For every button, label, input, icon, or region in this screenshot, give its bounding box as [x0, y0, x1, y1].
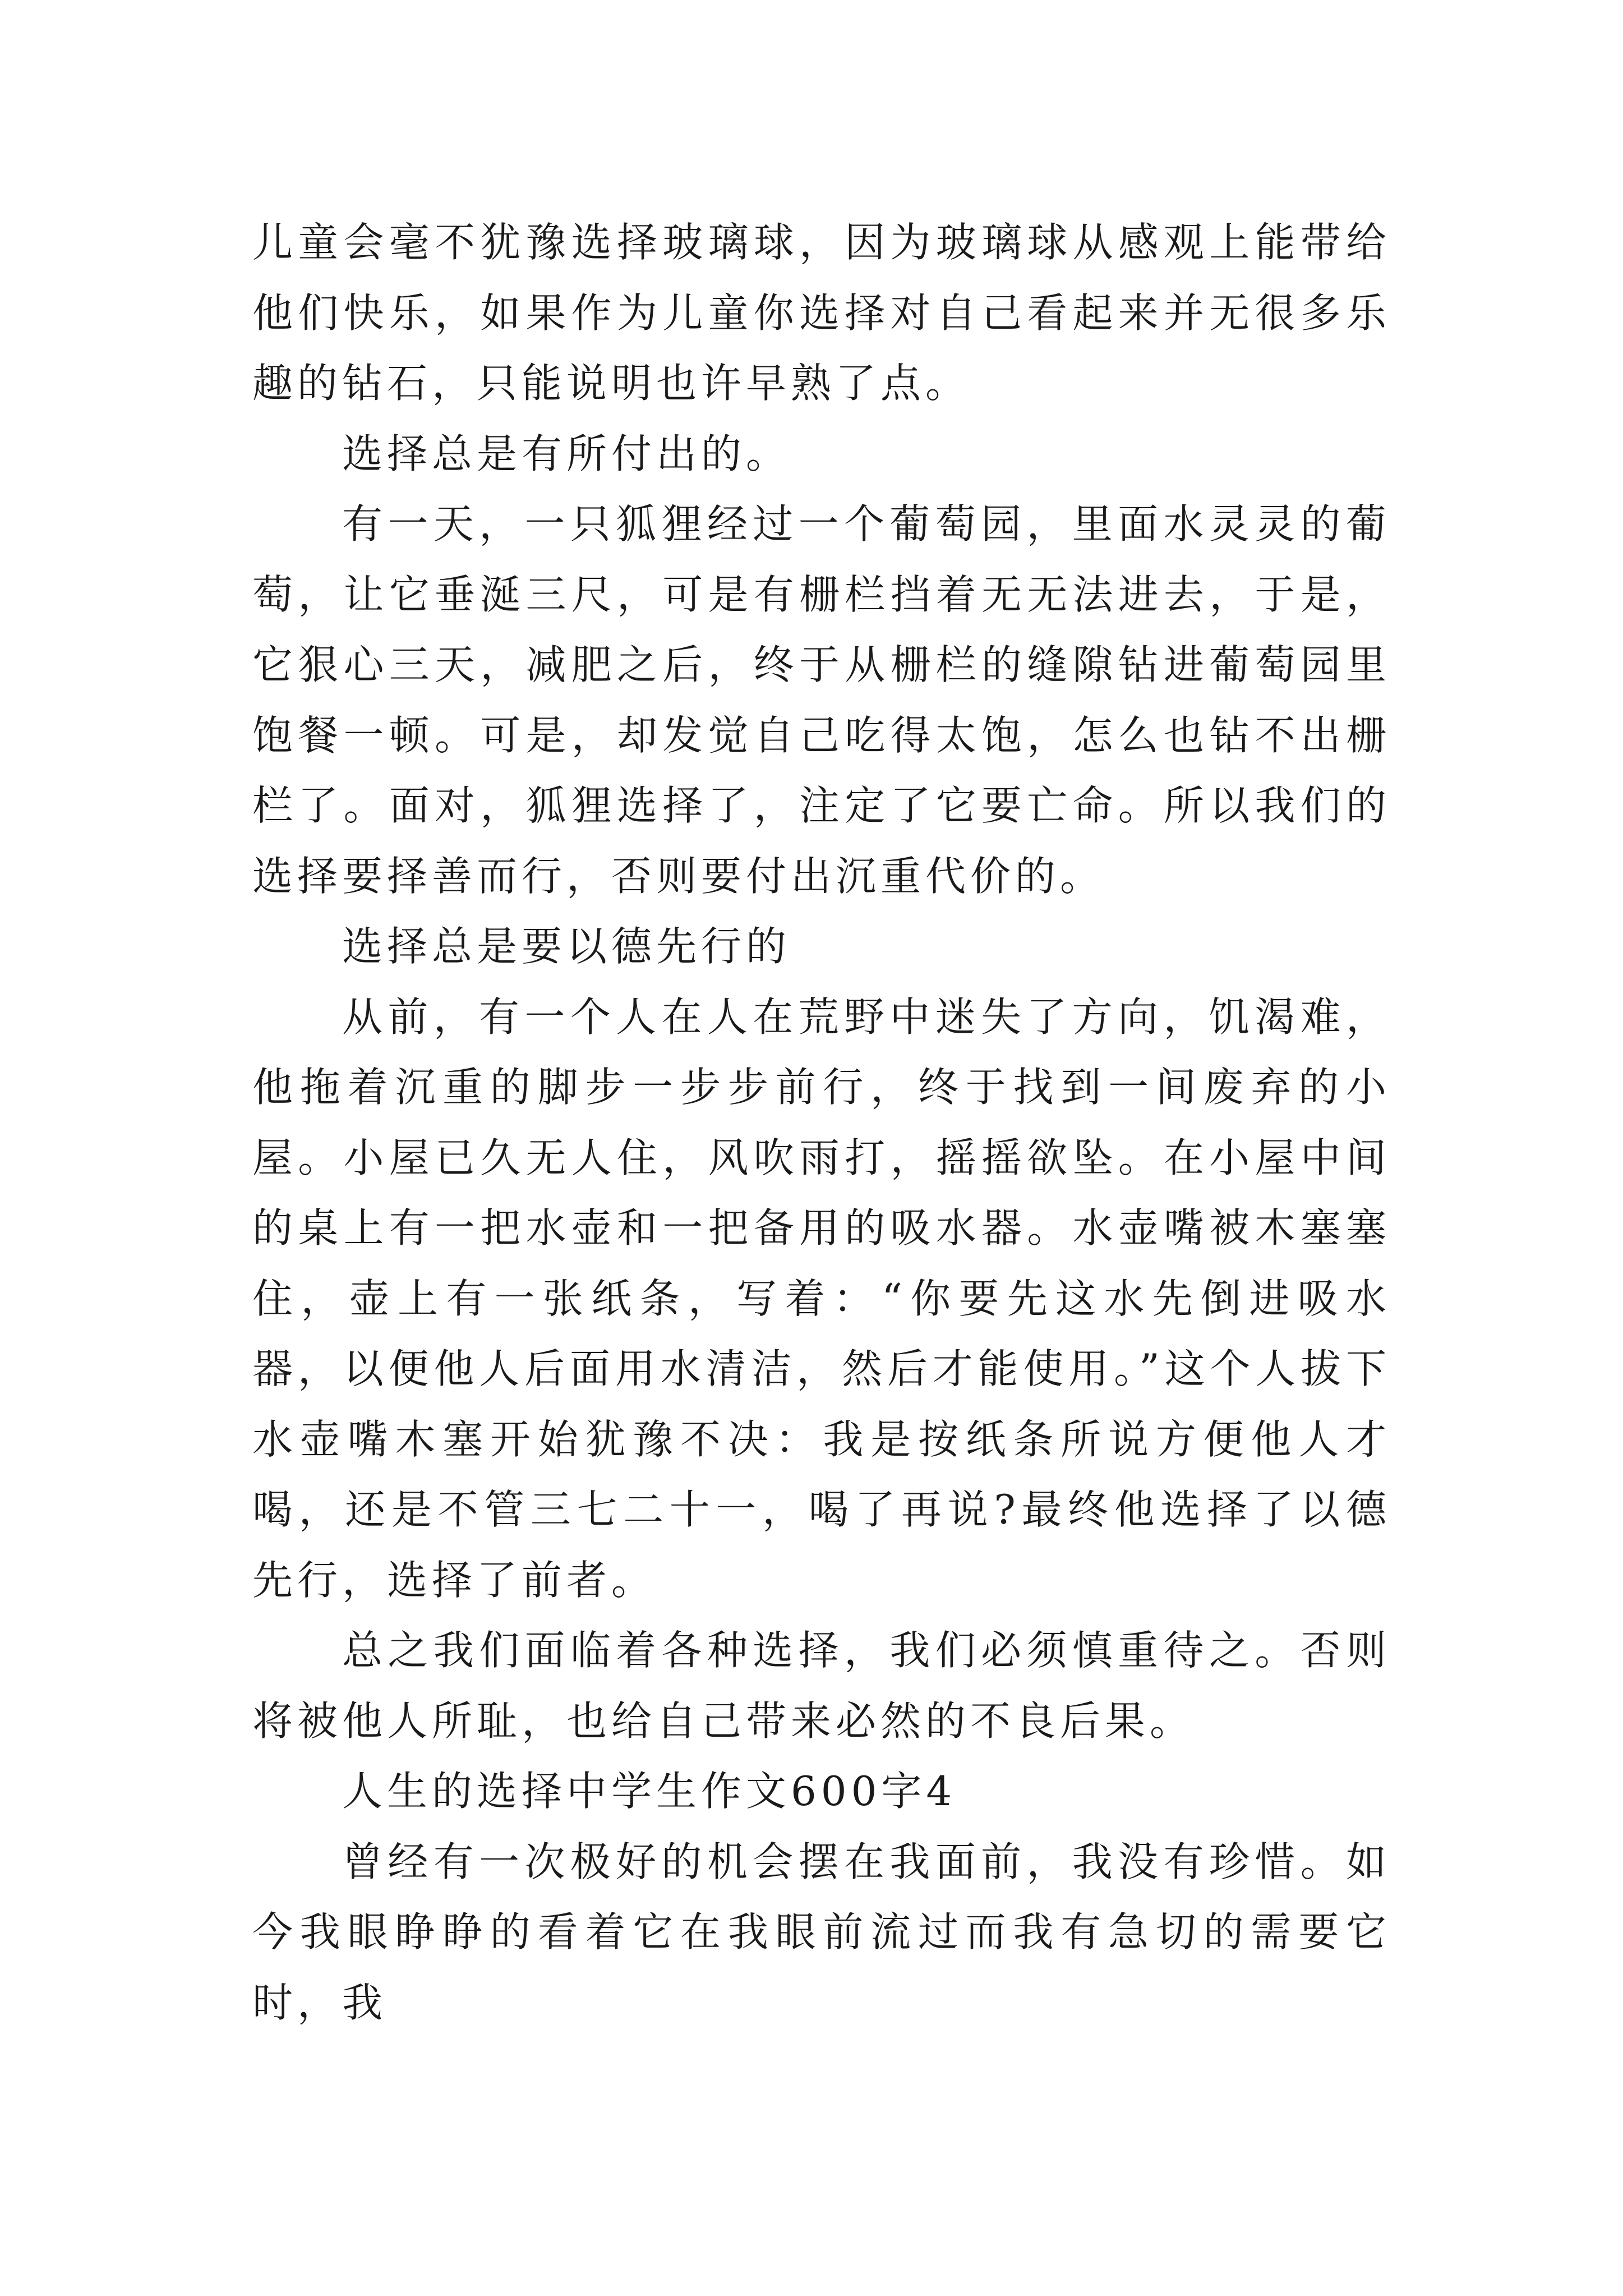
paragraph-7: 曾经有一次极好的机会摆在我面前，我没有珍惜。如今我眼睁睁的看着它在我眼前流过而我有急切的需要它时，我	[252, 1838, 1391, 2026]
section-heading: 人生的选择中学生作文600字4	[342, 1768, 957, 1815]
paragraph-4: 选择总是要以德先行的	[342, 923, 791, 970]
body-text	[252, 208, 1391, 2038]
paragraph-6: 总之我们面临着各种选择，我们必须慎重待之。否则将被他人所耻，也给自己带来必然的不良后果。	[252, 1627, 1391, 1745]
paragraph-2: 选择总是有所付出的。	[342, 430, 791, 477]
paragraph-3: 有一天，一只狐狸经过一个葡萄园，里面水灵灵的葡萄，让它垂涎三尺，可是有栅栏挡着无无法进去，于是，它狠心三天，减肥之后，终于从栅栏的缝隙钻进葡萄园里饱餐一顿。可是，却发觉自己吃得太饱，怎么也钻不出栅栏了。面对，狐狸选择了，注定了它要亡命。所以我们的选择要择善而行，否则要付出沉重代价的。	[252, 500, 1391, 900]
paragraph-5: 从前，有一个人在人在荒野中迷失了方向，饥渴难，他拖着沉重的脚步一步步前行，终于找到一间废弃的小屋。小屋已久无人住，风吹雨打，摇摇欲坠。在小屋中间的桌上有一把水壶和一把备用的吸水器。水壶嘴被木塞塞住，壶上有一张纸条，写着：“你要先这水先倒进吸水器，以便他人后面用水清洁，然后才能使用。”这个人拔下水壶嘴木塞开始犹豫不决：我是按纸条所说方便他人才喝，还是不管三七二十一，喝了再说?最终他选择了以德先行，选择了前者。	[252, 993, 1391, 1604]
paragraph-1: 儿童会毫不犹豫选择玻璃球，因为玻璃球从感观上能带给他们快乐，如果作为儿童你选择对自己看起来并无很多乐趣的钻石，只能说明也许早熟了点。	[252, 219, 1391, 407]
